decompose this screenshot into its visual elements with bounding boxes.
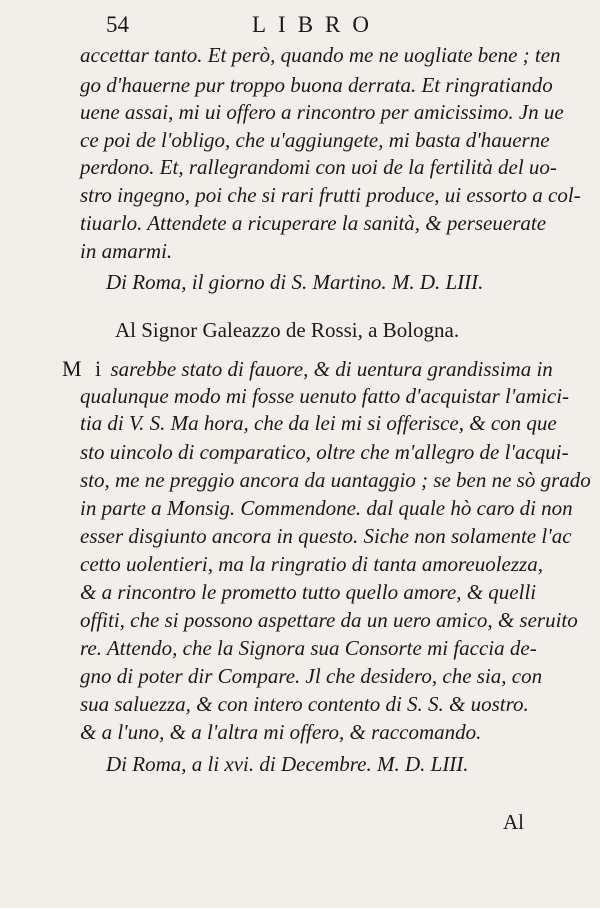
text-line: gno di poter dir Compare. Jl che desidero, che sia, con [80, 664, 543, 688]
text-line: sua saluezza, & con intero contento di S. S. & uostro. [80, 692, 529, 716]
text-line: in amarmi. [80, 239, 173, 263]
text-line [62, 355, 553, 383]
text-line: go d'hauerne pur troppo buona derrata. Et ringratiando [80, 73, 553, 97]
text-line: sto, me ne preggio ancora da uantaggio ; se ben ne sò grado [80, 468, 591, 492]
text-line: qualunque modo mi fosse uenuto fatto d'acquistar l'amici- [80, 384, 570, 408]
drop-cap: M i [62, 356, 106, 381]
text-line: re. Attendo, che la Signora sua Consorte mi faccia de- [80, 636, 537, 660]
text-line: in parte a Monsig. Commendone. dal quale hò caro di non [80, 496, 573, 520]
text-line: perdono. Et, rallegrandomi con uoi de la fertilità del uo- [80, 155, 557, 179]
text-line: tiuarlo. Attendete a ricuperare la sanità, & perseuerate [80, 211, 547, 235]
text-line: sto uincolo di comparatico, oltre che m'allegro de l'acqui- [80, 440, 569, 464]
letter-closing: Di Roma, a li xvi. di Decembre. M. D. LIII. [106, 752, 469, 776]
text-line: stro ingegno, poi che si rari frutti produce, ui essorto a col- [80, 183, 581, 207]
letter-heading: Al Signor Galeazzo de Rossi, a Bologna. [115, 318, 460, 342]
text-line: & a rincontro le prometto tutto quello amore, & quelli [80, 580, 537, 604]
catchword: Al [503, 810, 524, 834]
letter-closing: Di Roma, il giorno di S. Martino. M. D. LIII. [106, 270, 484, 294]
first-line-text: sarebbe stato di fauore, & di uentura grandissima in [110, 357, 553, 381]
page-number: 54 [106, 12, 129, 37]
text-line: uene assai, mi ui offero a rincontro per amicissimo. Jn ue [80, 100, 564, 124]
text-line: ce poi de l'obligo, che u'aggiungete, mi basta d'hauerne [80, 128, 550, 152]
text-line: & a l'uno, & a l'altra mi offero, & raccomando. [80, 720, 482, 744]
text-line: esser disgiunto ancora in questo. Siche non solamente l'ac [80, 524, 572, 548]
page-header [0, 10, 600, 40]
text-line: offiti, che si possono aspettare da un uero amico, & seruito [80, 608, 578, 632]
text-line: cetto uolentieri, ma la ringratio di tanta amoreuolezza, [80, 552, 543, 576]
running-head: LIBRO [252, 12, 381, 37]
text-line: tia di V. S. Ma hora, che da lei mi si offerisce, & con que [80, 411, 557, 435]
text-line: accettar tanto. Et però, quando me ne uogliate bene ; ten [80, 43, 561, 67]
